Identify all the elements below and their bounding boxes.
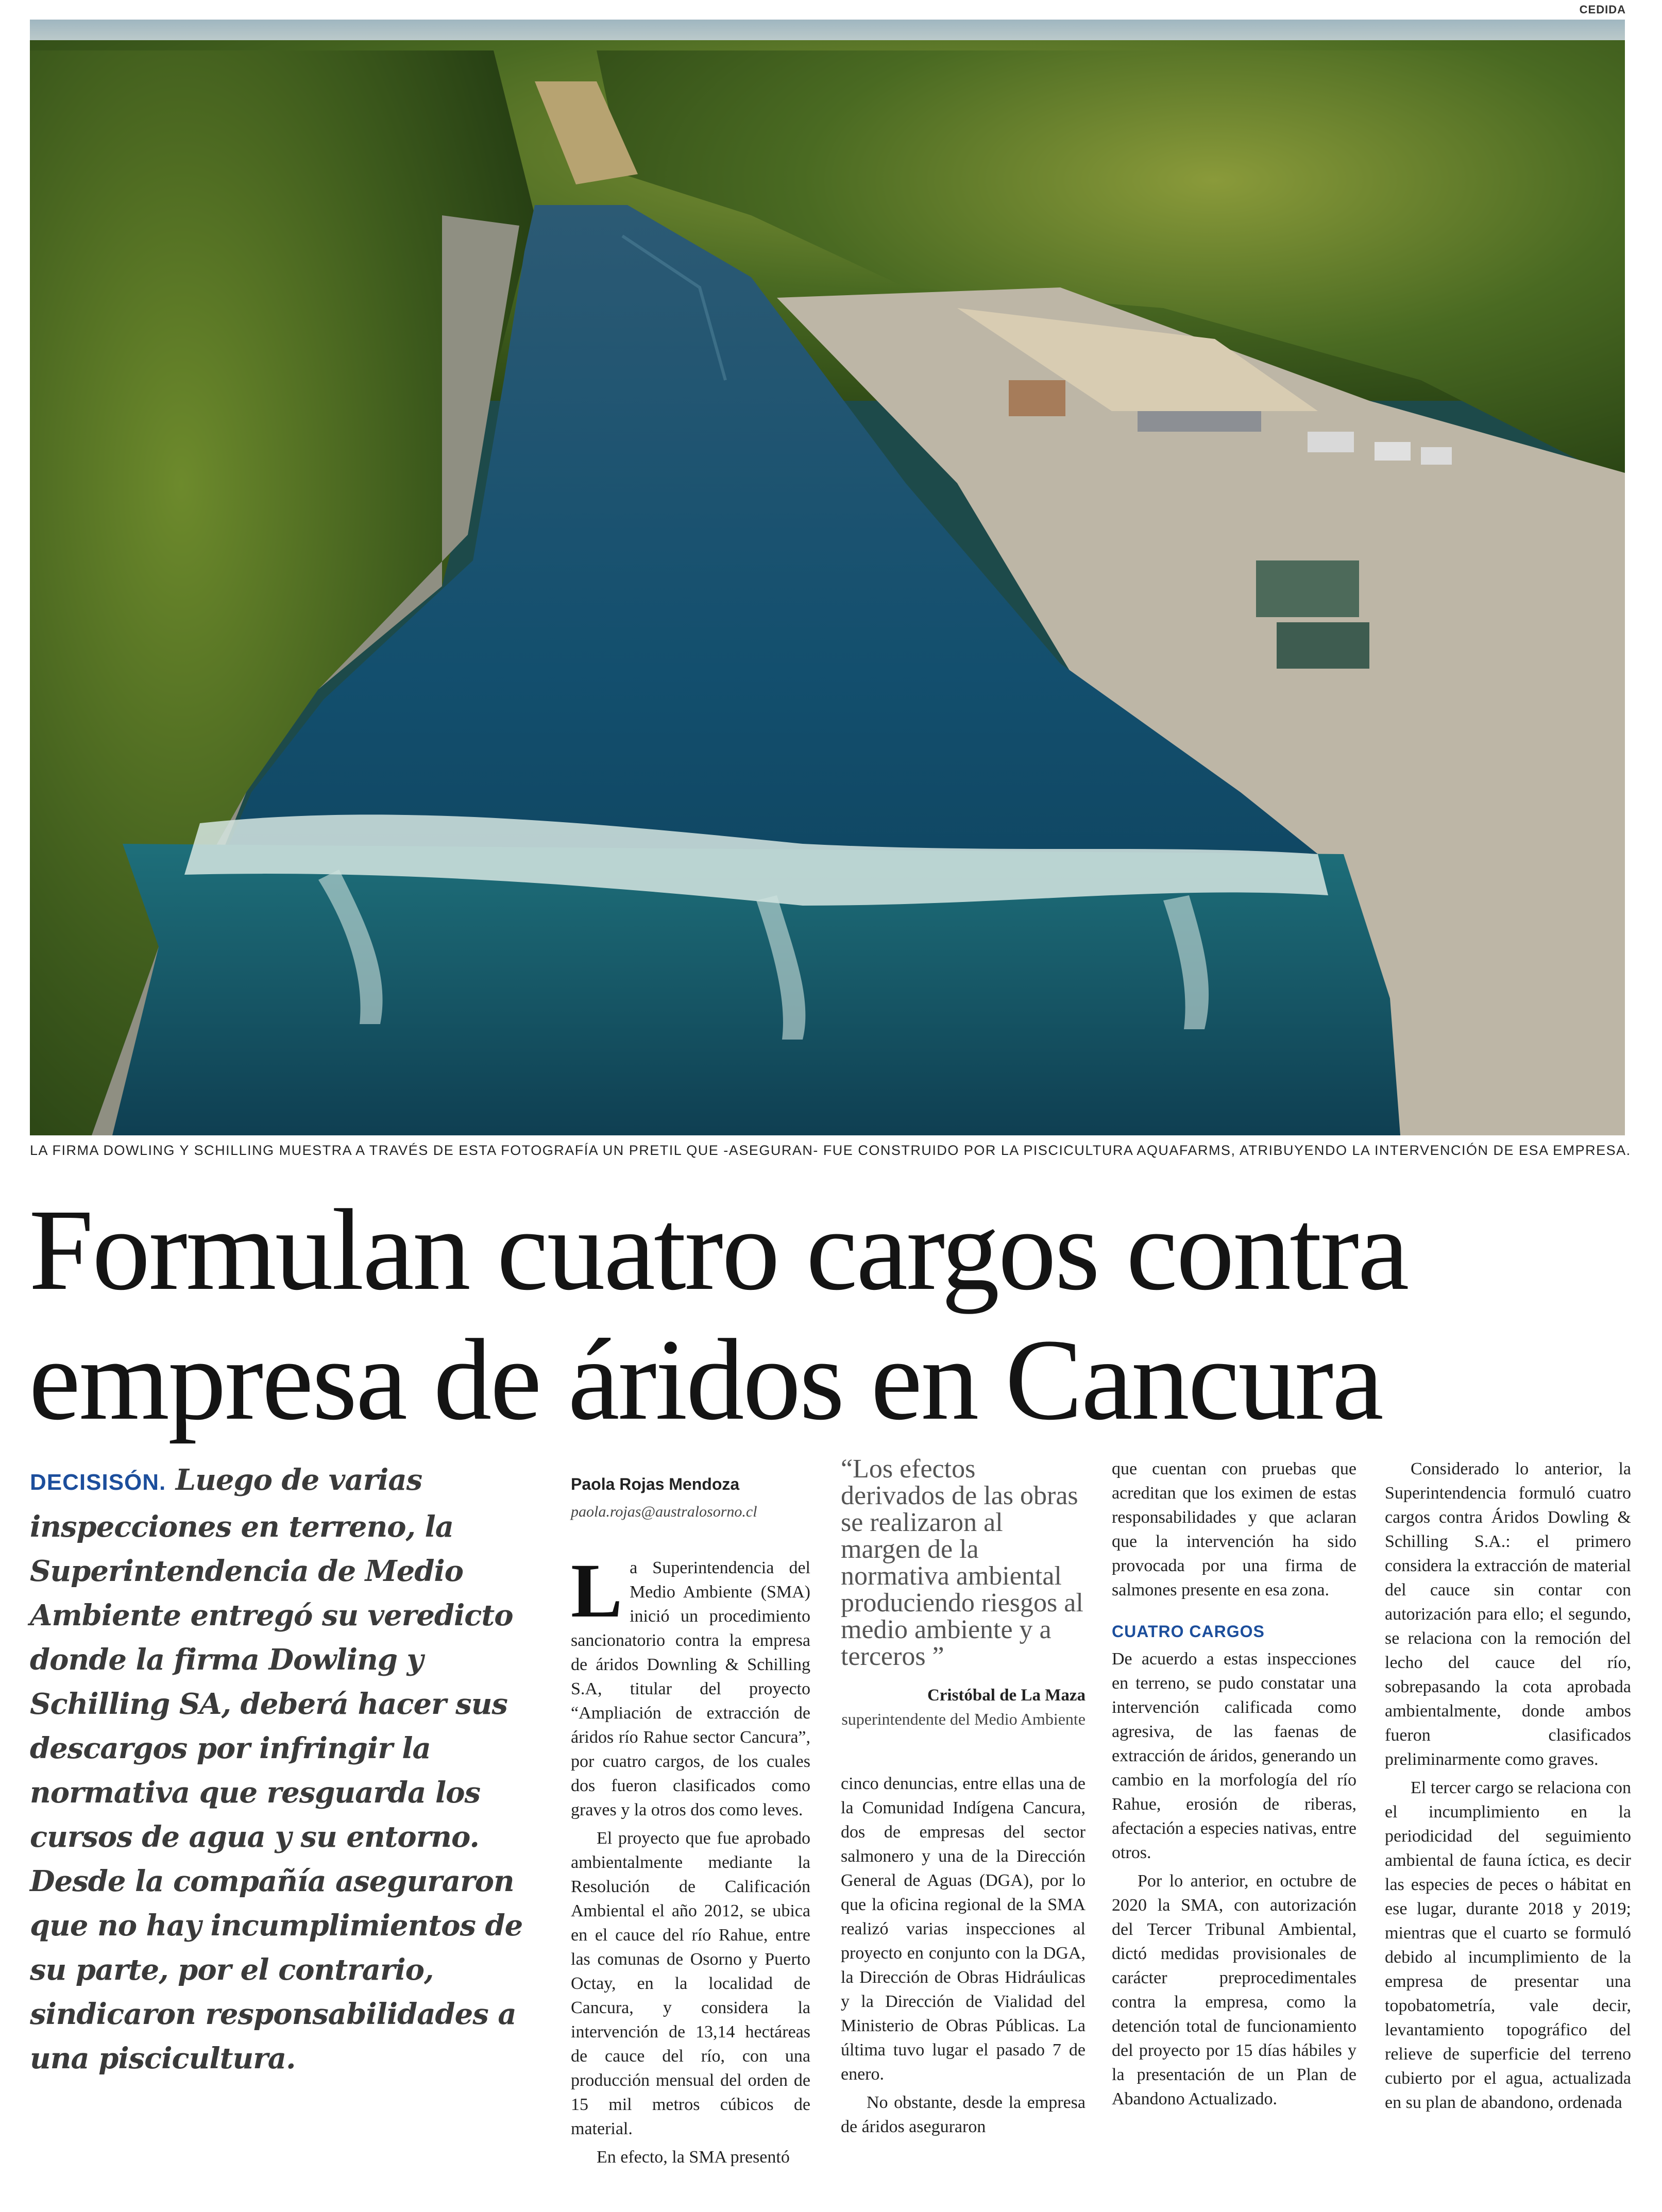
lede-kicker: DECISISÓN. bbox=[30, 1470, 166, 1495]
body-paragraph: En efecto, la SMA presentó bbox=[597, 2148, 790, 2167]
lede bbox=[30, 1458, 540, 2081]
body-paragraph bbox=[571, 1548, 810, 1822]
byline-name: Paola Rojas Mendoza bbox=[571, 1475, 740, 1493]
quote-role: superintendente del Medio Ambiente bbox=[841, 1710, 1086, 1728]
headline-line-1: Formulan cuatro cargos contra bbox=[29, 1185, 1408, 1314]
body-paragraph: El tercer cargo se relaciona con el incumplimiento en la periodicidad del seguimiento ambiental de fauna íctica, es decir las especies de peces o hábitat en ese lugar, durante 2018 y 2019; mientras que el cuarto se formuló debido al incumplimiento de la empresa de presentar una topobatometría, vale decir, levantamiento topográfico del relieve de superficie del terreno cubierto por el agua, actualizada en su plan de abandono, ordenada bbox=[1385, 1778, 1631, 2112]
article-column-3 bbox=[1112, 1457, 1356, 2111]
paragraph-text: a Superintendencia del Medio Ambiente (SMA) inició un procedimiento sancionatorio contra la empresa de áridos Downling & Schilling S.A, titular del proyecto “Ampliación de extracción de áridos río Rahue sector Cancura”, por cuatro cargos, de los cuales dos fueron clasificados como graves y la otros dos como leves. bbox=[571, 1558, 810, 1819]
dropcap: L bbox=[571, 1548, 623, 1634]
pull-quote: “Los efectos derivados de las obras se realizaron al margen de la normativa ambiental produciendo riesgos al medio ambiente y a terceros ” bbox=[841, 1454, 1083, 1671]
article-column-1 bbox=[571, 1472, 810, 2169]
body-paragraph: Considerado lo anterior, la Superintendencia formuló cuatro cargos contra Áridos Dowling & Schilling S.A.: el primero considera la extracción de material del cauce sin contar con autorización para ello; el segundo, se relaciona con la remoción del lecho del cauce del río, sobrepasando la cota aprobada ambientalmente, donde ambos fueron clasificados preliminarmente como graves. bbox=[1385, 1459, 1631, 1769]
headline bbox=[29, 1185, 1636, 1444]
article-column-4 bbox=[1385, 1457, 1631, 2115]
quote-author: Cristóbal de La Maza bbox=[927, 1686, 1086, 1705]
subhead: CUATRO CARGOS bbox=[1112, 1622, 1265, 1641]
body-paragraph: De acuerdo a estas inspecciones en terreno, se pudo constatar una intervención calificada como agresiva, de las faenas de extracción de áridos, generando un cambio en la morfología del río Rahue, erosión de riberas, afectación a especies nativas, entre otros. bbox=[1112, 1649, 1356, 1862]
photo-caption: LA FIRMA DOWLING Y SCHILLING MUESTRA A TRAVÉS DE ESTA FOTOGRAFÍA UN PRETIL QUE -ASEGURAN- FUE CONSTRUIDO POR LA PISCICULTURA AQUAFARMS, ATRIBUYENDO LA INTERVENCIÓN DE ESA EMPRESA. bbox=[30, 1143, 1631, 1158]
lede-text: Luego de varias inspecciones en terreno, la Superintendencia de Medio Ambiente entregó su veredicto donde la firma Dowling y Schilling SA, deberá hacer sus descargos por infringir la normativa que resguarda los cursos de agua y su entorno. Desde la compañía aseguraron que no hay incumplimientos de su parte, por el contrario, sindicaron responsabilidades a una piscicultura. bbox=[30, 1463, 523, 2075]
river-aerial-photo bbox=[30, 20, 1625, 1135]
body-paragraph: Por lo anterior, en octubre de 2020 la SMA, con autorización del Tercer Tribunal Ambiental, dictó medidas provisionales de carácter preprocedimentales contra la empresa, como la detención total de funcionamiento del proyecto por 15 días hábiles y la presentación de un Plan de Abandono Actualizado. bbox=[1112, 1871, 1356, 2108]
photo-credit: CEDIDA bbox=[1579, 3, 1626, 16]
body-paragraph: No obstante, desde la empresa de áridos aseguraron bbox=[841, 2093, 1086, 2136]
body-paragraph: cinco denuncias, entre ellas una de la Comunidad Indígena Cancura, dos de empresas del sector salmonero y una de la Dirección General de Aguas (DGA), por lo que la oficina regional de la SMA realizó varias inspecciones al proyecto en conjunto con la DGA, la Dirección de Obras Hidráulicas y la Dirección de Vialidad del Ministerio de Obras Públicas. La última tuvo lugar el pasado 7 de enero. bbox=[841, 1774, 1086, 2084]
body-paragraph: que cuentan con pruebas que acreditan que los eximen de estas responsabilidades y que aclaran que la intervención ha sido provocada por una firma de salmones presente en esa zona. bbox=[1112, 1459, 1356, 1600]
headline-line-2: empresa de áridos en Cancura bbox=[29, 1315, 1382, 1444]
body-paragraph: El proyecto que fue aprobado ambientalmente mediante la Resolución de Calificación Ambiental el año 2012, se ubica en el cauce del río Rahue, entre las comunas de Osorno y Puerto Octay, en la localidad de Cancura, y considera la intervención de 13,14 hectáreas de cauce del río, con una producción mensual del orden de 15 mil metros cúbicos de material. bbox=[571, 1829, 810, 2138]
article-column-2 bbox=[841, 1456, 1086, 2139]
river-illustration bbox=[30, 20, 1625, 1135]
byline-email: paola.rojas@australosorno.cl bbox=[571, 1503, 757, 1520]
